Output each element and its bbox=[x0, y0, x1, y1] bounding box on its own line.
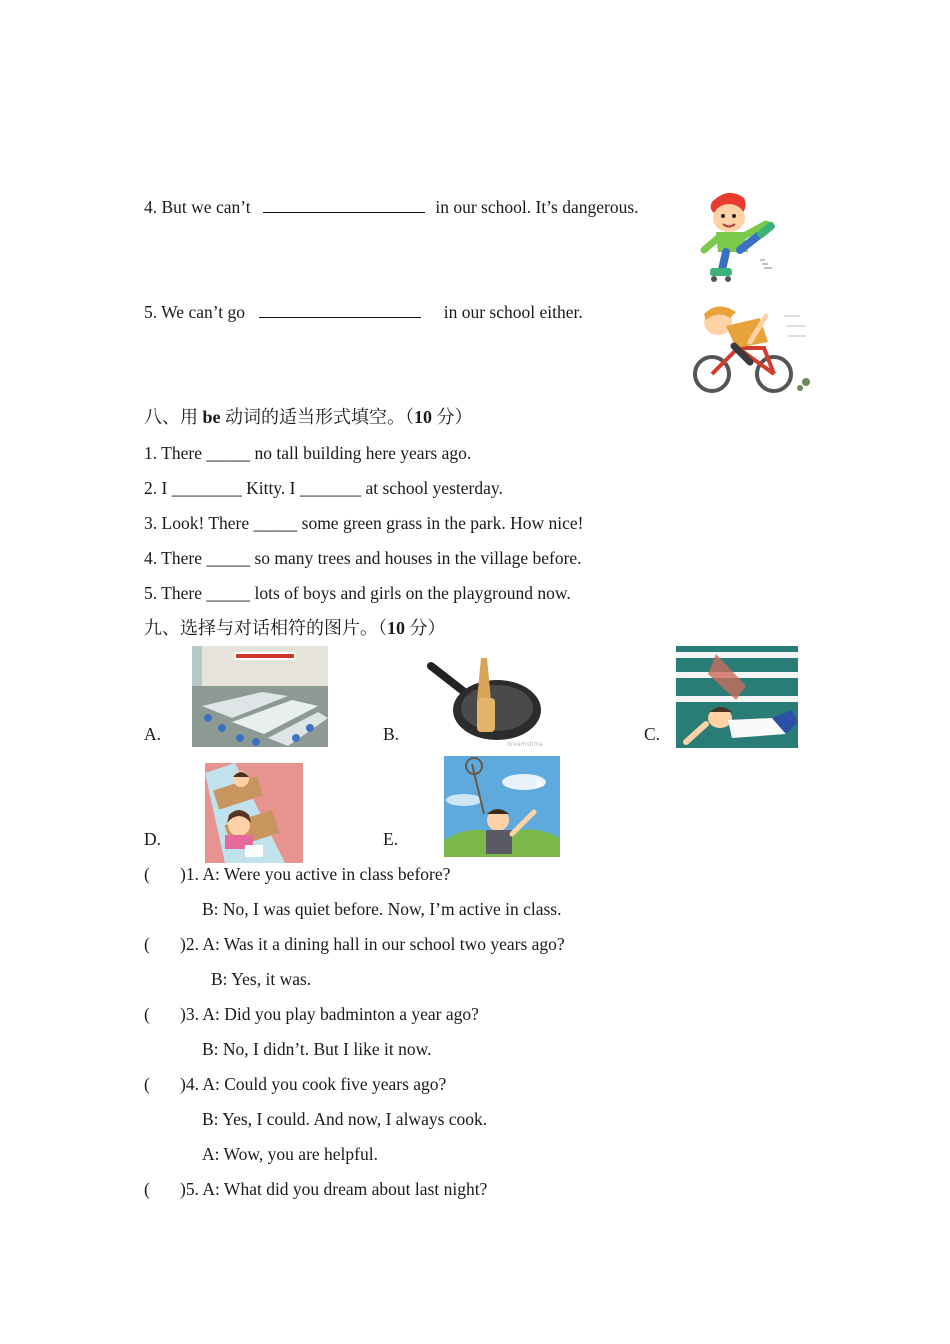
heading-mid: 动词的适当形式填空。（ bbox=[220, 407, 414, 427]
dialogue-1-text: )1. A: Were you active in class before? bbox=[180, 864, 451, 884]
heading-bold-word: be bbox=[202, 407, 221, 427]
dialogue-4-reply: B: Yes, I could. And now, I always cook. bbox=[202, 1109, 488, 1129]
children-in-class-image bbox=[205, 763, 303, 863]
section-9-heading bbox=[144, 617, 446, 639]
option-b-label: B. bbox=[383, 724, 400, 744]
dialogue-4-question bbox=[144, 1073, 446, 1095]
answer-blank[interactable] bbox=[263, 198, 425, 213]
heading-suffix: 分） bbox=[405, 618, 446, 638]
answer-paren[interactable]: ( bbox=[144, 1074, 150, 1094]
question-5-text-after: in our school either. bbox=[443, 302, 583, 322]
section-8-item-1: 1. There _____ no tall building here years ago. bbox=[144, 443, 472, 463]
section-8-heading bbox=[144, 406, 473, 428]
section-8-item-2: 2. I ________ Kitty. I _______ at school yesterday. bbox=[144, 478, 503, 498]
option-d-label: D. bbox=[144, 829, 162, 849]
answer-paren[interactable]: ( bbox=[144, 1179, 150, 1199]
cycling-boy-icon bbox=[690, 296, 818, 396]
question-4-text-before: 4. But we can’t bbox=[144, 197, 251, 217]
svg-text:dreamstime: dreamstime bbox=[507, 741, 544, 748]
dialogue-1-question bbox=[144, 863, 450, 885]
answer-blank[interactable] bbox=[259, 303, 421, 318]
question-5-row bbox=[144, 301, 583, 323]
dialogue-4-followup: A: Wow, you are helpful. bbox=[202, 1144, 378, 1164]
answer-paren[interactable]: ( bbox=[144, 864, 150, 884]
dialogue-3-question bbox=[144, 1003, 479, 1025]
heading-prefix: 九、选择与对话相符的图片。（ bbox=[144, 618, 387, 638]
dining-hall-image bbox=[192, 646, 328, 747]
dialogue-5-text: )5. A: What did you dream about last night? bbox=[180, 1179, 488, 1199]
option-c-label: C. bbox=[644, 724, 661, 744]
dialogue-2-reply: B: Yes, it was. bbox=[211, 969, 312, 989]
question-4-text-after: in our school. It’s dangerous. bbox=[435, 197, 639, 217]
question-5-text-before: 5. We can’t go bbox=[144, 302, 245, 322]
answer-paren[interactable]: ( bbox=[144, 934, 150, 954]
dialogue-2-text: )2. A: Was it a dining hall in our school two years ago? bbox=[180, 934, 565, 954]
heading-prefix: 八、用 bbox=[144, 407, 203, 427]
dialogue-2-question bbox=[144, 933, 565, 955]
section-8-item-3: 3. Look! There _____ some green grass in the park. How nice! bbox=[144, 513, 584, 533]
section-8-item-5: 5. There _____ lots of boys and girls on the playground now. bbox=[144, 583, 571, 603]
heading-score: 10 bbox=[387, 618, 405, 638]
dialogue-4-text: )4. A: Could you cook five years ago? bbox=[180, 1074, 447, 1094]
dialogue-5-question bbox=[144, 1178, 487, 1200]
dialogue-1-reply: B: No, I was quiet before. Now, I’m active in class. bbox=[202, 899, 562, 919]
option-a-label: A. bbox=[144, 724, 162, 744]
heading-score: 10 bbox=[414, 407, 432, 427]
section-8-item-4: 4. There _____ so many trees and houses in the village before. bbox=[144, 548, 582, 568]
option-e-label: E. bbox=[383, 829, 399, 849]
badminton-boy-image bbox=[444, 756, 560, 857]
roller-skating-boy-icon bbox=[698, 184, 782, 284]
question-4-row bbox=[144, 196, 639, 218]
frying-pan-image bbox=[427, 654, 561, 748]
dialogue-3-reply: B: No, I didn’t. But I like it now. bbox=[202, 1039, 432, 1059]
heading-suffix: 分） bbox=[432, 407, 473, 427]
answer-paren[interactable]: ( bbox=[144, 1004, 150, 1024]
dialogue-3-text: )3. A: Did you play badminton a year ago? bbox=[180, 1004, 479, 1024]
swimming-boy-image bbox=[676, 646, 798, 748]
